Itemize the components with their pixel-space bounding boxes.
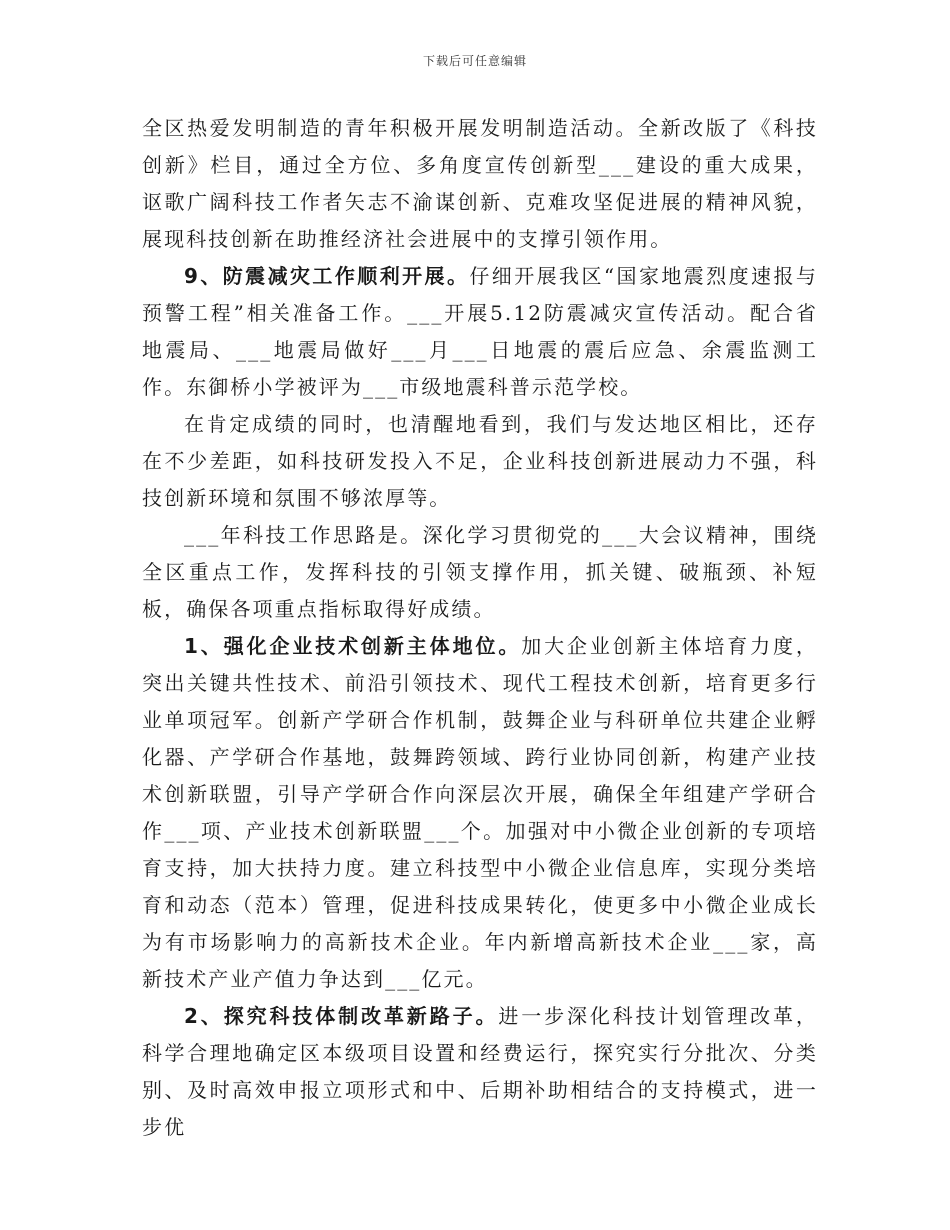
paragraph-1: [142, 110, 818, 258]
page-header: 下载后可任意编辑: [422, 54, 527, 68]
paragraph-2: [142, 258, 818, 406]
paragraph-5: [142, 628, 818, 998]
paragraph-text: 在肯定成绩的同时，也清醒地看到，我们与发达地区相比，还存在不少差距，如科技研发投入不足，企业科技创新进展动力不强，科技创新环境和氛围不够浓厚等。: [142, 412, 818, 510]
section-heading: 2、探究科技体制改革新路子。: [184, 1004, 499, 1028]
paragraph-text: 全区热爱发明制造的青年积极开展发明制造活动。全新改版了《科技创新》栏目，通过全方位、多角度宣传创新型___建设的重大成果，讴歌广阔科技工作者矢志不渝谋创新、克难攻坚促进展的精神风貌，展现科技创新在助推经济社会进展中的支撑引领作用。: [142, 116, 818, 251]
section-heading: 9、防震减灾工作顺利开展。: [184, 264, 470, 288]
paragraph-text: 仔细开展我区“国家地震烈度速报与预警工程”相关准备工作。___开展5.12防震减灾宣传活动。配合省地震局、___地震局做好___月___日地震的震后应急、余震监测工作。东御桥小学被评为___市级地震科普示范学校。: [142, 264, 818, 399]
paragraph-text: 进一步深化科技计划管理改革，科学合理地确定区本级项目设置和经费运行，探究实行分批次、分类别、及时高效申报立项形式和中、后期补助相结合的支持模式，进一步优: [142, 1004, 818, 1139]
section-heading: 1、强化企业技术创新主体地位。: [184, 634, 522, 658]
paragraph-text: ___年科技工作思路是。深化学习贯彻党的___大会议精神，围绕全区重点工作，发挥科技的引领支撑作用，抓关键、破瓶颈、补短板，确保各项重点指标取得好成绩。: [142, 523, 818, 621]
paragraph-3: [142, 406, 818, 517]
paragraph-6: [142, 998, 818, 1146]
paragraph-4: [142, 517, 818, 628]
document-body: [142, 110, 818, 1146]
paragraph-text: 加大企业创新主体培育力度，突出关键共性技术、前沿引领技术、现代工程技术创新，培育更多行业单项冠军。创新产学研合作机制，鼓舞企业与科研单位共建企业孵化器、产学研合作基地，鼓舞跨领域、跨行业协同创新，构建产业技术创新联盟，引导产学研合作向深层次开展，确保全年组建产学研合作___项、产业技术创新联盟___个。加强对中小微企业创新的专项培育支持，加大扶持力度。建立科技型中小微企业信息库，实现分类培育和动态（范本）管理，促进科技成果转化，使更多中小微企业成长为有市场影响力的高新技术企业。年内新增高新技术企业___家，高新技术产业产值力争达到___亿元。: [142, 634, 818, 991]
